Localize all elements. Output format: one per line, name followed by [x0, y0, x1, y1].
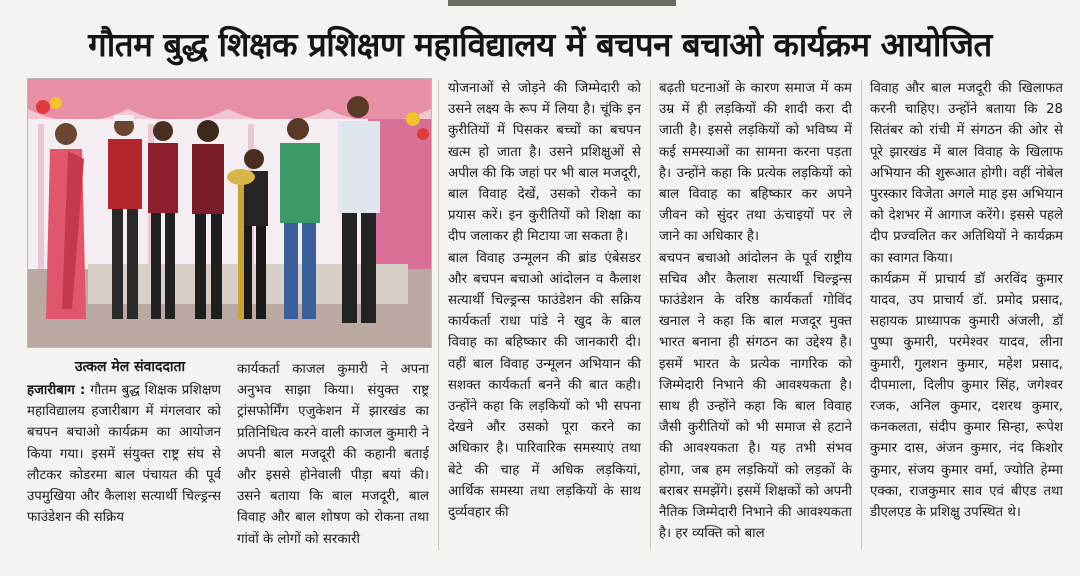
previous-article-fragment	[0, 0, 1080, 10]
article-column-4	[659, 78, 852, 552]
column-text: गौतम बुद्ध शिक्षक प्रशिक्षण महाविद्यालय हजारीबाग में मंगलवार को बचपन बचाओ कार्यक्रम का आयोजन किया गया। इसमें संयुक्त राष्ट्र संघ से लौटकर कोडरमा बाल पंचायत की पूर्व उपमुखिया और कैलाश सत्यार्थी चिल्ड्रन्स फाउंडेशन की सक्रिय	[27, 383, 221, 526]
event-photo	[27, 78, 432, 348]
column-rule	[861, 80, 862, 550]
column-rule	[650, 80, 651, 550]
page-title: गौतम बुद्ध शिक्षक प्रशिक्षण महाविद्यालय में बचपन बचाओ कार्यक्रम आयोजित	[88, 25, 992, 64]
column-text: बढ़ती घटनाओं के कारण समाज में कम उम्र में ही लड़कियों की शादी करा दी जाती है। इससे लड़कियों को भविष्य में कई समस्याओं का सामना करना पड़ता है। उन्होंने कहा कि प्रत्येक लड़कियों को बाल विवाह का बहिष्कार कर अपने जीवन को सुंदर तथा ऊंचाइयों पर ले जाने का अधिकार है।	[659, 81, 852, 245]
article-column-2	[237, 359, 429, 551]
reporter-credit: उत्कल मेल संवाददाता	[74, 359, 186, 375]
column-text: कार्यकर्ता काजल कुमारी ने अपना अनुभव साझा किया। संयुक्त राष्ट्र ट्रांसफोर्मिंग एजुकेशन में झारखंड का प्रतिनिधित्व करने वाली काजल कुमारी ने अपनी बाल मजदूरी की कहानी बताई और इससे होनेवाली पीड़ा बयां की। उसने बताया कि बाल मजदूरी, बाल विवाह और बाल शोषण को रोकना तथा गांवों के लोगों को सरकारी	[237, 362, 429, 547]
column-text: बाल विवाह उन्मूलन की ब्रांड एंबेसडर और बचपन बचाओ आंदोलन व कैलाश सत्यार्थी चिल्ड्रन्स फाउंडेशन की सक्रिय कार्यकर्ता राधा पांडे ने खुद के बाल विवाह का बहिष्कार की जानकारी दी। वहीं बाल विवाह उन्मूलन अभियान की सशक्त कार्यकर्ता बनने की बात कही। उन्होंने कहा कि लड़कियों को भी सपना देखने और उसको पूरा करने का अधिकार है। पारिवारिक समस्याएं तथा बेटे की चाह में अधिक लड़कियां, आर्थिक समस्या तथा लड़कियों के साथ दुर्व्यवहार की	[448, 250, 641, 521]
next-headline-fragment	[0, 556, 1080, 576]
dateline: हजारीबाग :	[27, 383, 86, 398]
column-text: विवाह और बाल मजदूरी की खिलाफत करनी चाहिए। उन्होंने बताया कि 28 सितंबर को रांची में संगठन की ओर से पूरे झारखंड में बाल विवाह के खिलाफ अभियान की शुरूआत होगी। वहीं नोबेल पुरस्कार विजेता अगले माह इस अभियान को देशभर में आगाज करेंगे। इससे पहले दीप प्रज्वलित कर अतिथियों ने कार्यक्रम का स्वागत किया।	[870, 81, 1063, 266]
previous-photo-edge	[448, 0, 676, 6]
column-text: योजनाओं से जोड़ने की जिम्मेदारी को उसने लक्ष्य के रूप में लिया है। चूंकि इन कुरीतियों में पिसकर बच्चों का बचपन खत्म हो जाता है। उसने प्रशिक्षुओं से अपील की कि जहां पर भी बाल मजदूरी, बाल विवाह देखें, उसको रोकने का प्रयास करें। इन कुरीतियों को शिक्षा का दीप जलाकर ही मिटाया जा सकता है।	[448, 81, 641, 245]
column-text: कार्यक्रम में प्राचार्य डॉ अरविंद कुमार यादव, उप प्राचार्य डॉ. प्रमोद प्रसाद, सहायक प्राध्यापक कुमारी अंजली, डॉ पुष्पा कुमारी, परमेश्वर यादव, लीना कुमारी, गुलशन कुमार, महेश प्रसाद, दीपमाला, दिलीप कुमार सिंह, जगेश्वर रजक, अनिल कुमार, दशरथ कुमार, कनकलता, संदीप कुमार सिन्हा, रूपेश कुमार दास, अंजन कुमार, नंद किशोर कुमार, संजय कुमार वर्मा, ज्योति हेम्मा एक्का, राजकुमार साव एवं बीएड तथा डीएलएड के प्रशिक्षु उपस्थित थे।	[870, 271, 1063, 521]
column-text: बचपन बचाओ आंदोलन के पूर्व राष्ट्रीय सचिव और कैलाश सत्यार्थी चिल्ड्रन्स फाउंडेशन के वरिष्ठ कार्यकर्ता गोविंद खनाल ने कहा कि बाल मजदूर मुक्त भारत बनाना ही संगठन का उद्देश्य है। इसमें भारत के प्रत्येक नागरिक को जिम्मेदारी निभाने की आवश्यकता है। साथ ही उन्होंने कहा कि बाल विवाह जैसी कुरीतियों को भी समाज से हटाने की आवश्यकता है। यह तभी संभव होगा, जब हम लड़कियों को लड़कों के बराबर समझेंगे। इसमें शिक्षकों को अपनी नैतिक जिम्मेदारी निभाने की आवश्यकता है। हर व्यक्ति को बाल	[659, 250, 852, 542]
adjacent-column-edge	[0, 78, 14, 548]
article-column-5	[870, 78, 1063, 552]
article-column-3	[448, 78, 641, 552]
article-column-1	[27, 380, 221, 550]
column-rule	[438, 80, 439, 550]
